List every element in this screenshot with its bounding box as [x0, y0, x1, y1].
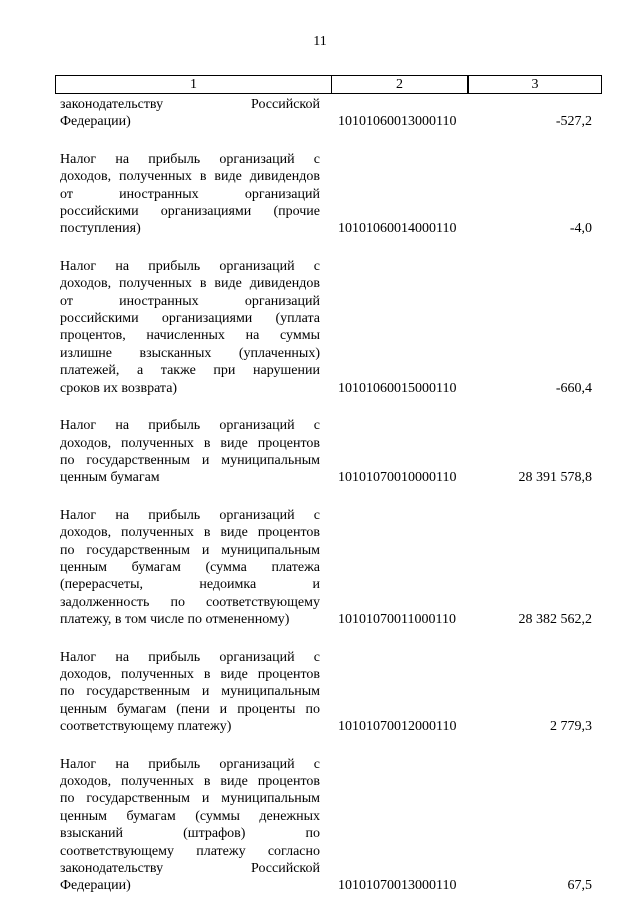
header-col-2: 2 [331, 75, 468, 94]
table-row [60, 151, 600, 238]
row-description [60, 417, 320, 487]
row-code: 10101070011000110 [338, 612, 456, 628]
description-line: поступления) [60, 221, 141, 237]
description-line: ценным бумагам (сумма платежа [60, 559, 320, 575]
table-row [60, 258, 600, 397]
description-line: платежей, а также при нарушении [60, 363, 320, 379]
description-line: Налог на прибыль организаций с [60, 258, 320, 274]
description-line: Налог на прибыль организаций с [60, 507, 320, 523]
description-line: Федерации) [60, 114, 131, 130]
description-line: по государственным и муниципальным [60, 452, 320, 468]
description-line: от иностранных организаций [60, 186, 320, 202]
description-line: законодательству Российской [60, 97, 320, 112]
table-row [60, 756, 600, 895]
row-code: 10101060015000110 [338, 380, 457, 396]
row-description [60, 649, 320, 736]
row-amount: 2 779,3 [550, 719, 592, 735]
row-description [60, 258, 320, 397]
row-amount: 28 382 562,2 [518, 612, 592, 628]
row-code: 10101060014000110 [338, 221, 457, 237]
description-line: соответствующему платежу) [60, 719, 232, 735]
description-line: излишне взысканных (уплаченных) [60, 345, 320, 361]
header-col-3: 3 [468, 75, 602, 94]
description-line: по государственным и муниципальным [60, 791, 320, 807]
description-line: задолженность по соответствующему [60, 594, 320, 610]
description-line: доходов, полученных в виде процентов [60, 435, 320, 451]
description-line: ценным бумагам [60, 470, 160, 486]
row-code: 10101060013000110 [338, 114, 457, 130]
row-amount: -660,4 [555, 380, 592, 396]
description-line: Федерации) [60, 878, 131, 894]
description-line: соответствующему платежу согласно [60, 843, 320, 859]
description-line: ценным бумагам (пени и проценты по [60, 701, 320, 717]
description-line: (перерасчеты, недоимка и [60, 577, 320, 593]
description-line: российскими организациями (уплата [60, 311, 320, 327]
description-line: от иностранных организаций [60, 293, 320, 309]
header-col-1: 1 [55, 75, 332, 94]
row-description [60, 756, 320, 895]
row-description [60, 151, 320, 238]
description-line: по государственным и муниципальным [60, 542, 320, 558]
description-line: российскими организациями (прочие [60, 204, 320, 220]
description-line: Налог на прибыль организаций с [60, 649, 320, 665]
description-line: Налог на прибыль организаций с [60, 151, 320, 167]
description-line: доходов, полученных в виде процентов [60, 666, 320, 682]
row-amount: -527,2 [555, 114, 592, 130]
description-line: взысканий (штрафов) по [60, 826, 320, 842]
description-line: Налог на прибыль организаций с [60, 756, 320, 772]
row-description [60, 507, 320, 629]
description-line: сроков их возврата) [60, 380, 178, 396]
description-line: доходов, полученных в виде процентов [60, 525, 320, 541]
row-code: 10101070012000110 [338, 719, 457, 735]
table-body [60, 96, 600, 915]
row-description [60, 96, 320, 131]
table-row [60, 417, 600, 487]
table-row [60, 507, 600, 629]
description-line: по государственным и муниципальным [60, 684, 320, 700]
description-line: доходов, полученных в виде дивидендов [60, 276, 320, 292]
page-number: 11 [313, 34, 327, 49]
row-amount: 28 391 578,8 [518, 470, 592, 486]
row-code: 10101070010000110 [338, 470, 457, 486]
table-row [60, 649, 600, 736]
description-line: процентов, начисленных на суммы [60, 328, 320, 344]
description-line: доходов, полученных в виде процентов [60, 774, 320, 789]
description-line: платежу, в том числе по отмененному) [60, 612, 290, 628]
description-line: законодательству Российской [60, 861, 320, 877]
row-code: 10101070013000110 [338, 878, 457, 894]
row-amount: -4,0 [569, 221, 592, 237]
table-row [60, 96, 600, 131]
description-line: ценным бумагам (суммы денежных [60, 808, 320, 824]
description-line: доходов, полученных в виде дивидендов [60, 169, 320, 185]
description-line: Налог на прибыль организаций с [60, 418, 320, 434]
row-amount: 67,5 [567, 878, 592, 894]
